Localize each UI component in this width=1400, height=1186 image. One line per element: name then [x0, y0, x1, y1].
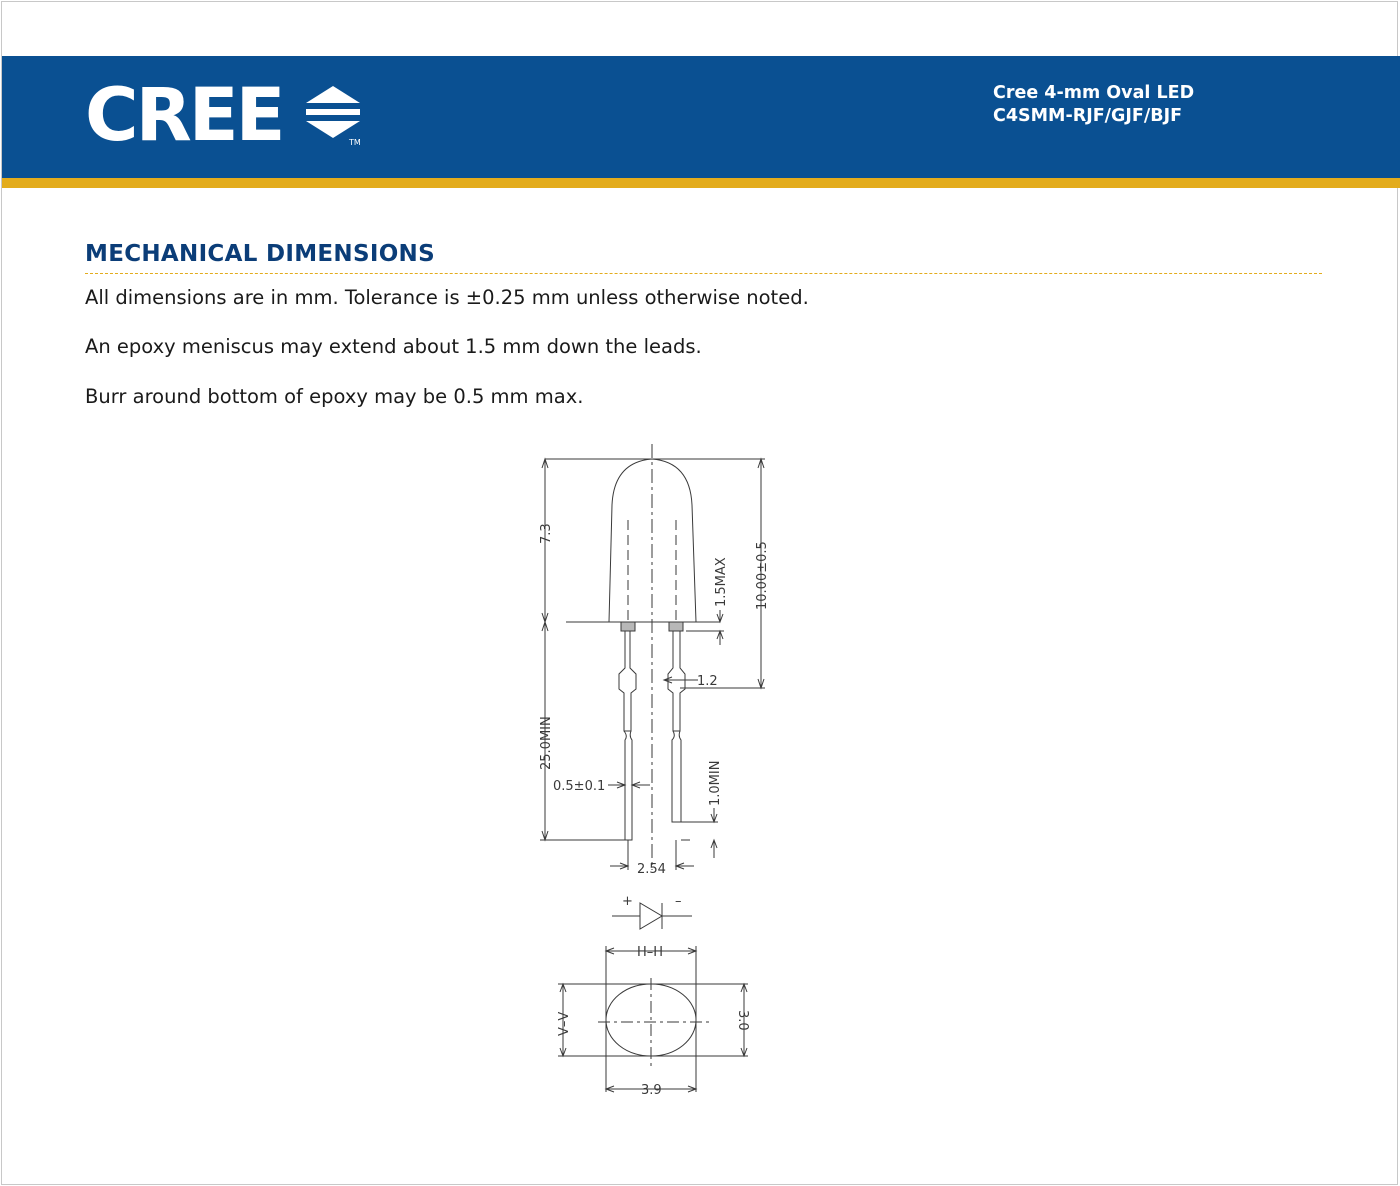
lead-right	[668, 631, 685, 731]
section-divider	[85, 273, 1322, 274]
cree-logo-mark-icon	[302, 86, 366, 148]
part-numbers: C4SMM-RJF/GJF/BJF	[993, 106, 1183, 126]
note-meniscus: An epoxy meniscus may extend about 1.5 mm down the leads.	[85, 335, 702, 358]
mechanical-drawing	[520, 440, 780, 1110]
dim-total-height: 10.00±0.5	[755, 541, 770, 610]
diode-cathode-label: –	[675, 894, 682, 909]
diode-anode-label: +	[622, 894, 633, 909]
product-info	[993, 82, 1194, 128]
dim-body-height: 7.3	[539, 523, 554, 544]
meniscus-left	[621, 622, 635, 631]
cree-logo: CREE	[85, 73, 283, 158]
dim-lead-width: 0.5±0.1	[553, 779, 606, 794]
svg-text:TM: TM	[349, 138, 361, 147]
note-burr: Burr around bottom of epoxy may be 0.5 mm max.	[85, 385, 584, 408]
dim-oval-width: 3.9	[641, 1083, 662, 1098]
section-marker-top: H–H	[637, 945, 664, 960]
header-accent-rule	[2, 178, 1400, 188]
section-title: MECHANICAL DIMENSIONS	[85, 241, 435, 267]
section-marker-side: V–V	[557, 1011, 572, 1036]
meniscus-right	[669, 622, 683, 631]
lead-left	[619, 631, 636, 731]
dim-lead-offset: 1.2	[697, 674, 718, 689]
dim-lead-length: 25.0MIN	[539, 716, 554, 770]
dim-oval-height: 3.0	[735, 1010, 750, 1031]
dim-meniscus: 1.5MAX	[714, 557, 729, 607]
note-tolerance: All dimensions are in mm. Tolerance is ±0.25 mm unless otherwise noted.	[85, 286, 809, 309]
product-name: Cree 4-mm Oval LED	[993, 83, 1195, 103]
dim-lead-min: 1.0MIN	[708, 760, 723, 806]
dim-lead-pitch: 2.54	[637, 862, 666, 877]
